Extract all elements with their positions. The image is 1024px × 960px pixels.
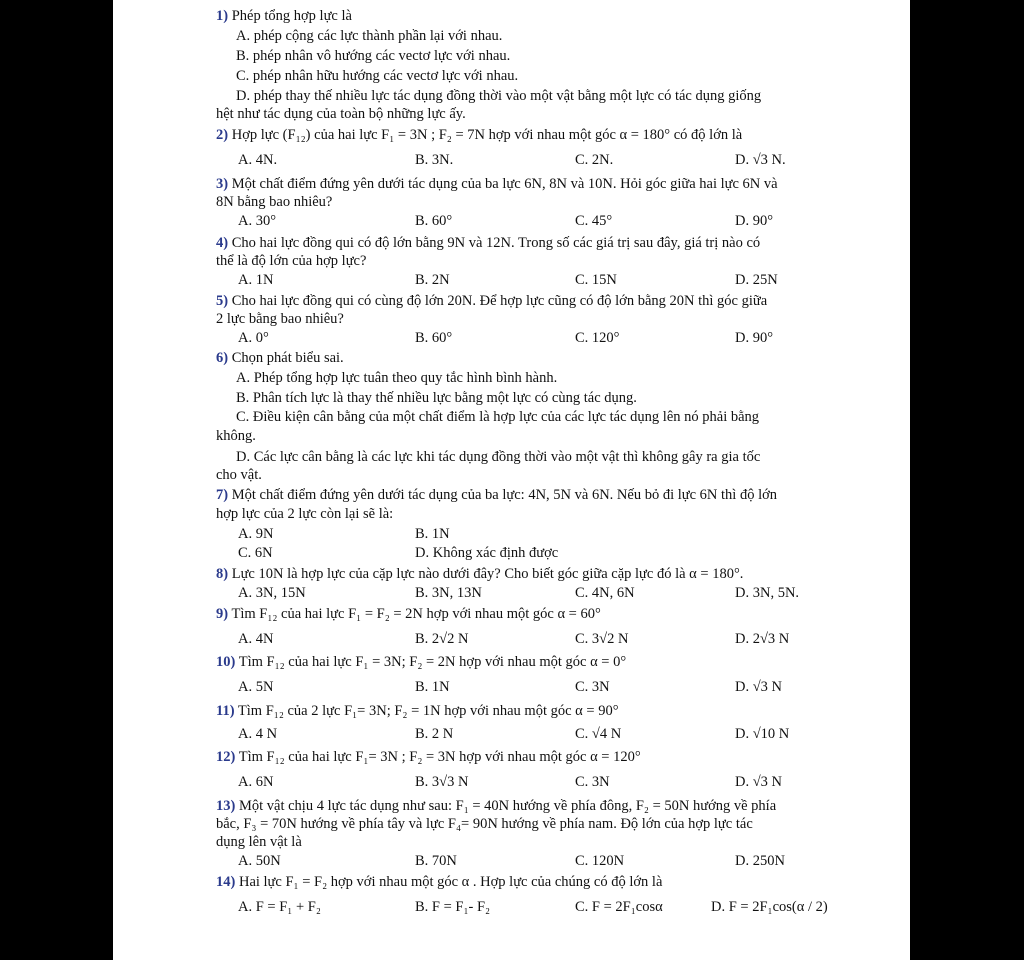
- option-a: A. 4 N: [238, 726, 278, 742]
- question-text: Chọn phát biểu sai.: [231, 350, 344, 366]
- question-text: Cho hai lực đồng qui có độ lớn bằng 9N và 12N. Trong số các giá trị sau đây, giá trị nào có: [231, 235, 761, 251]
- option-a: A. 3N, 15N: [238, 585, 306, 601]
- question-1: [216, 8, 352, 25]
- question-12: [216, 749, 641, 766]
- option-b: B. phép nhân vô hướng các vectơ lực với nhau.: [236, 48, 511, 64]
- option-a: A. phép cộng các lực thành phần lại với nhau.: [236, 28, 503, 44]
- option-a: A. 1N: [238, 272, 274, 288]
- question-number: 1): [216, 8, 229, 24]
- option-c: C. 4N, 6N: [575, 585, 635, 601]
- option-d: D. phép thay thế nhiều lực tác dụng đồng thời vào một vật bằng một lực có tác dụng giống: [236, 88, 762, 104]
- option-d: D. F = 2F₁cos(α / 2): [711, 899, 828, 915]
- option-b: B. Phân tích lực là thay thế nhiều lực bằng một lực có cùng tác dụng.: [236, 390, 637, 406]
- option-c: C. 120N: [575, 853, 625, 869]
- option-d: D. √3 N.: [735, 152, 786, 168]
- option-b: B. 60°: [415, 330, 453, 346]
- question-text-continued: 8N bằng bao nhiêu?: [216, 194, 333, 210]
- question-13: [216, 798, 776, 815]
- question-number: 5): [216, 293, 229, 309]
- option-d: D. 3N, 5N.: [735, 585, 800, 601]
- option-d: D. 2√3 N: [735, 631, 790, 647]
- option-a: A. 4N: [238, 631, 274, 647]
- option-d: D. 250N: [735, 853, 785, 869]
- option-c: C. Điều kiện cân bằng của một chất điểm là hợp lực của các lực tác dụng lên nó phải bằng: [236, 409, 760, 425]
- question-number: 3): [216, 176, 229, 192]
- option-a: A. 5N: [238, 679, 274, 695]
- question-number: 8): [216, 566, 229, 582]
- option-b: B. 60°: [415, 213, 453, 229]
- question-text: Tìm F₁₂ của hai lực F₁= 3N ; F₂ = 3N hợp với nhau một góc α = 120°: [238, 749, 641, 765]
- option-c: C. F = 2F₁cosα: [575, 899, 663, 915]
- option-c: C. phép nhân hữu hướng các vectơ lực với nhau.: [236, 68, 519, 84]
- option-c: C. 3N: [575, 679, 610, 695]
- document-page: [113, 0, 910, 960]
- option-b: B. 1N: [415, 679, 450, 695]
- option-d-continued: hệt như tác dụng của toàn bộ những lực ấy.: [216, 106, 466, 122]
- option-a: A. 0°: [238, 330, 269, 346]
- option-c-continued: không.: [216, 428, 256, 444]
- question-number: 10): [216, 654, 236, 670]
- option-d-continued: cho vật.: [216, 467, 262, 483]
- option-c: C. 2N.: [575, 152, 614, 168]
- option-b: B. 2√2 N: [415, 631, 469, 647]
- question-text: Tìm F₁₂ của hai lực F₁ = 3N; F₂ = 2N hợp với nhau một góc α = 0°: [238, 654, 627, 670]
- option-b: B. 2 N: [415, 726, 454, 742]
- question-text-continued: bắc, F₃ = 70N hướng về phía tây và lực F₄= 90N hướng về phía nam. Độ lớn của hợp lực tác: [216, 816, 753, 832]
- option-d: D. Không xác định được: [415, 545, 559, 561]
- question-text-continued: 2 lực bằng bao nhiêu?: [216, 311, 344, 327]
- option-b: B. 1N: [415, 526, 450, 542]
- question-3: [216, 176, 778, 193]
- option-b: B. 3N.: [415, 152, 454, 168]
- question-number: 4): [216, 235, 229, 251]
- question-number: 13): [216, 798, 236, 814]
- option-d: D. Các lực cân bằng là các lực khi tác dụng đồng thời vào một vật thì không gây ra gia tốc: [236, 449, 761, 465]
- option-b: B. 2N: [415, 272, 450, 288]
- option-d: D. √3 N: [735, 774, 783, 790]
- question-number: 6): [216, 350, 229, 366]
- option-a: A. 30°: [238, 213, 277, 229]
- option-d: D. 25N: [735, 272, 778, 288]
- option-a: A. 9N: [238, 526, 274, 542]
- option-a: A. 4N.: [238, 152, 278, 168]
- question-text: Hợp lực (F₁₂) của hai lực F₁ = 3N ; F₂ = 7N hợp với nhau một góc α = 180° có độ lớn là: [231, 127, 743, 143]
- option-a: A. F = F₁ + F₂: [238, 899, 321, 915]
- question-14: [216, 874, 662, 891]
- option-d: D. 90°: [735, 213, 774, 229]
- option-b: B. 3N, 13N: [415, 585, 482, 601]
- question-number: 9): [216, 606, 229, 622]
- option-b: B. 70N: [415, 853, 457, 869]
- option-c: C. √4 N: [575, 726, 622, 742]
- option-a: A. 6N: [238, 774, 274, 790]
- option-c: C. 15N: [575, 272, 617, 288]
- question-text-continued: dụng lên vật là: [216, 834, 302, 850]
- question-number: 2): [216, 127, 229, 143]
- question-text: Phép tổng hợp lực là: [231, 8, 352, 24]
- option-d: D. 90°: [735, 330, 774, 346]
- question-number: 11): [216, 703, 235, 719]
- question-9: [216, 606, 601, 623]
- question-text: Một chất điểm đứng yên dưới tác dụng của ba lực 6N, 8N và 10N. Hỏi góc giữa hai lực 6N và: [231, 176, 778, 192]
- option-d: D. √10 N: [735, 726, 790, 742]
- option-b: B. 3√3 N: [415, 774, 469, 790]
- question-5: [216, 293, 767, 310]
- question-7: [216, 487, 777, 504]
- question-text: Một chất điểm đứng yên dưới tác dụng của ba lực: 4N, 5N và 6N. Nếu bỏ đi lực 6N thì độ lớn: [231, 487, 778, 503]
- option-a: A. 50N: [238, 853, 281, 869]
- option-d: D. √3 N: [735, 679, 783, 695]
- question-text: Tìm F₁₂ của 2 lực F₁= 3N; F₂ = 1N hợp với nhau một góc α = 90°: [237, 703, 619, 719]
- option-a: A. Phép tổng hợp lực tuân theo quy tắc hình bình hành.: [236, 370, 558, 386]
- option-c: C. 45°: [575, 213, 613, 229]
- question-number: 12): [216, 749, 236, 765]
- option-c: C. 6N: [238, 545, 273, 561]
- question-text: Tìm F₁₂ của hai lực F₁ = F₂ = 2N hợp với nhau một góc α = 60°: [231, 606, 601, 622]
- question-10: [216, 654, 626, 671]
- question-6: [216, 350, 344, 367]
- question-text-continued: thể là độ lớn của hợp lực?: [216, 253, 367, 269]
- question-4: [216, 235, 760, 252]
- question-text-continued: hợp lực của 2 lực còn lại sẽ là:: [216, 506, 394, 522]
- option-c: C. 3N: [575, 774, 610, 790]
- question-8: [216, 566, 743, 583]
- question-text: Cho hai lực đồng qui có cùng độ lớn 20N. Để hợp lực cũng có độ lớn bằng 20N thì góc giữa: [231, 293, 768, 309]
- question-number: 14): [216, 874, 236, 890]
- question-number: 7): [216, 487, 229, 503]
- question-text: Hai lực F₁ = F₂ hợp với nhau một góc α . Hợp lực của chúng có độ lớn là: [238, 874, 663, 890]
- question-text: Lực 10N là hợp lực của cặp lực nào dưới đây? Cho biết góc giữa cặp lực đó là α = 180°.: [231, 566, 744, 582]
- option-c: C. 120°: [575, 330, 620, 346]
- question-2: [216, 127, 742, 144]
- option-c: C. 3√2 N: [575, 631, 629, 647]
- question-text: Một vật chịu 4 lực tác dụng như sau: F₁ = 40N hướng về phía đông, F₂ = 50N hướng về phía: [238, 798, 777, 814]
- question-11: [216, 703, 619, 720]
- option-b: B. F = F₁- F₂: [415, 899, 491, 915]
